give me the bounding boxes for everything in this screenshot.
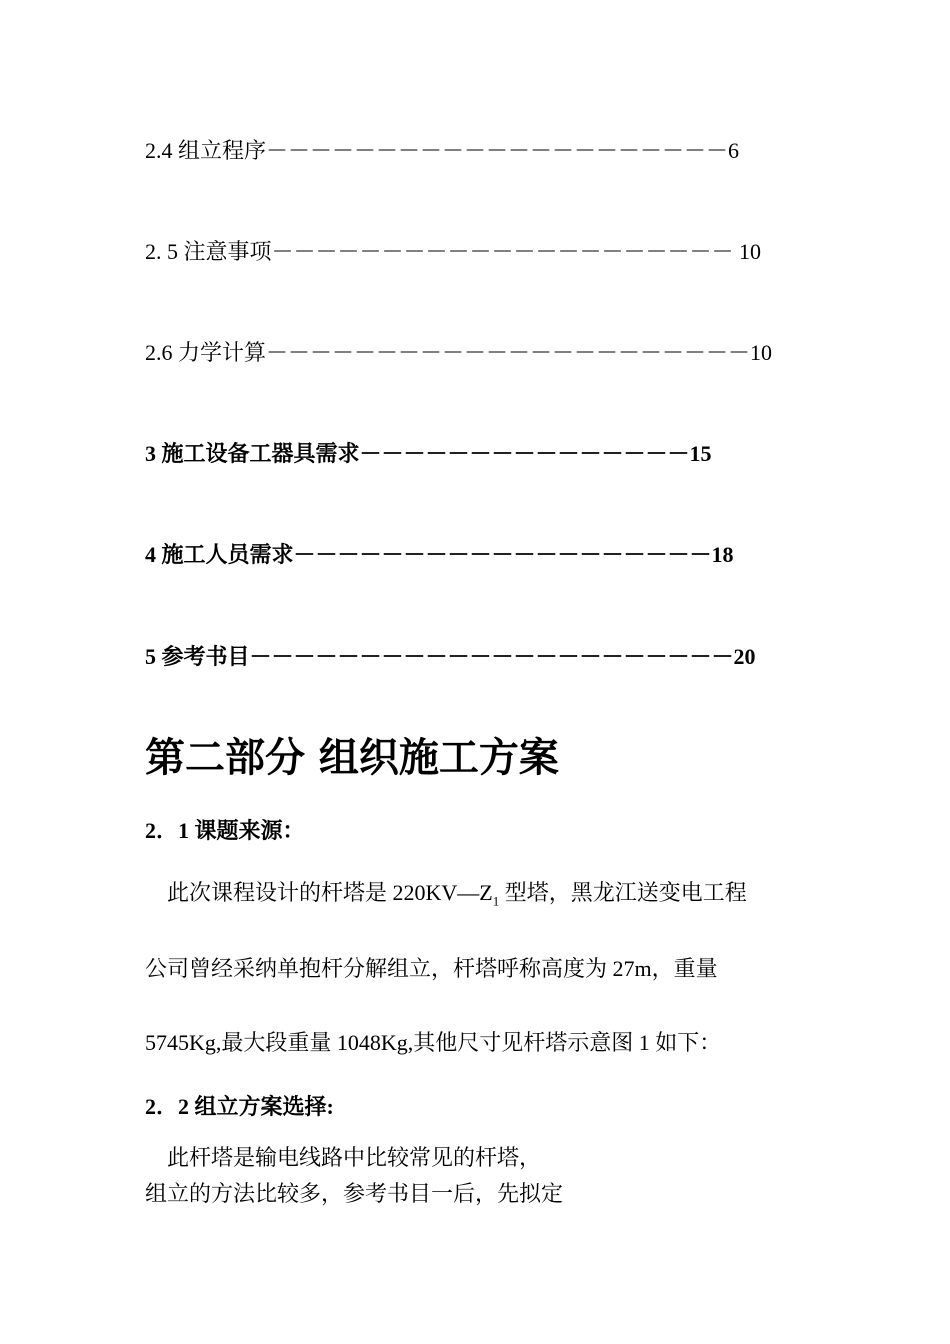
toc-entry-3: 3 施工设备工器具需求－－－－－－－－－－－－－－－15 [145,441,712,466]
part-title: 第二部分 组织施工方案 [145,735,559,781]
toc-entry-4: 4 施工人员需求－－－－－－－－－－－－－－－－－－－18 [145,542,734,567]
section-2-1-line-1-tail: 型塔，黑龙江送变电工程 [499,880,747,905]
section-2-1-line-1-text: 此次课程设计的杆塔是 220KV—Z [145,880,493,905]
toc-entry-2-5: 2. 5 注意事项－－－－－－－－－－－－－－－－－－－－－ 10 [145,239,762,264]
toc-entry-2-4: 2.4 组立程序－－－－－－－－－－－－－－－－－－－－－6 [145,138,740,163]
section-2-1-subscript: 1 [492,893,500,909]
toc-entry-2-6: 2.6 力学计算－－－－－－－－－－－－－－－－－－－－－－10 [145,340,773,365]
toc-entry-5: 5 参考书目－－－－－－－－－－－－－－－－－－－－－－20 [145,644,756,669]
section-2-1-title: 2．1 课题来源： [145,818,305,843]
section-2-1-line-3: 5745Kg,最大段重量 1048Kg,其他尺寸见杆塔示意图 1 如下： [145,1030,722,1055]
section-2-2-line-1: 此杆塔是输电线路中比较常见的杆塔， [145,1145,542,1170]
section-2-1-line-2: 公司曾经采纳单抱杆分解组立，杆塔呼称高度为 27m，重量 [145,956,718,981]
section-2-1-line-1 [145,878,747,916]
section-2-2-title: 2．2 组立方案选择: [145,1094,334,1119]
section-2-2-line-2: 组立的方法比较多，参考书目一后，先拟定 [145,1181,564,1206]
